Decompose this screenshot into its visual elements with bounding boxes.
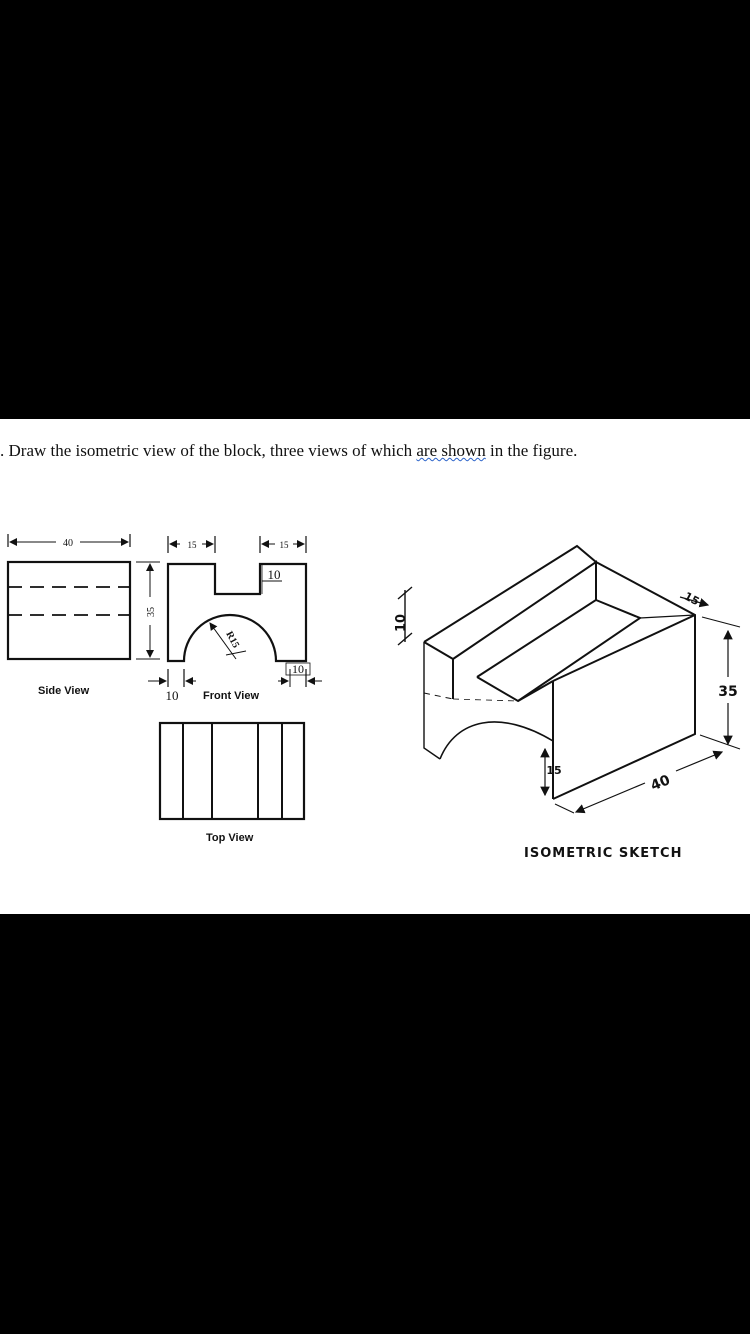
top-view-label: Top View bbox=[206, 832, 254, 844]
isometric-sketch bbox=[398, 546, 740, 813]
iso-length-dim: 40 bbox=[648, 772, 673, 795]
iso-arch bbox=[440, 722, 553, 799]
front-view-left-bottom-dim: 10 bbox=[165, 688, 179, 703]
side-view-label: Side View bbox=[38, 685, 90, 697]
iso-top-back-edge bbox=[424, 546, 596, 642]
top-view bbox=[160, 723, 304, 819]
front-view-left-top-dim: 15 bbox=[187, 540, 197, 550]
engineering-drawing bbox=[0, 419, 750, 914]
question-number: . bbox=[0, 441, 5, 460]
worksheet-image bbox=[0, 419, 750, 914]
front-view-slot-depth-dim: 10 bbox=[267, 567, 281, 582]
side-view-width-dim: 40 bbox=[63, 538, 73, 549]
isometric-sketch-title: ISOMETRIC SKETCH bbox=[524, 846, 683, 861]
iso-left-edge bbox=[424, 642, 440, 759]
top-black-bar bbox=[0, 0, 750, 419]
question-text-underlined: are shown bbox=[416, 441, 486, 460]
iso-slot-dim: 10 bbox=[394, 613, 409, 633]
iso-arch-dim: 15 bbox=[546, 764, 562, 777]
bottom-black-bar bbox=[0, 914, 750, 1334]
side-view bbox=[8, 534, 160, 659]
side-view-outline bbox=[8, 562, 130, 659]
front-view-right-top-dim: 15 bbox=[279, 540, 289, 550]
question-text-end: in the figure. bbox=[485, 441, 578, 460]
question-text-start: Draw the isometric view of the block, three views of which bbox=[8, 441, 417, 460]
iso-top-dim: 15 bbox=[681, 589, 702, 609]
front-view-label: Front View bbox=[203, 690, 260, 702]
front-view-radius-dim: R15 bbox=[223, 629, 242, 651]
side-view-height-dim: 35 bbox=[146, 607, 157, 617]
front-view-right-bottom-dim: 10 bbox=[292, 662, 304, 676]
iso-right-front-face bbox=[553, 562, 695, 799]
iso-height-dim: 35 bbox=[718, 684, 738, 700]
